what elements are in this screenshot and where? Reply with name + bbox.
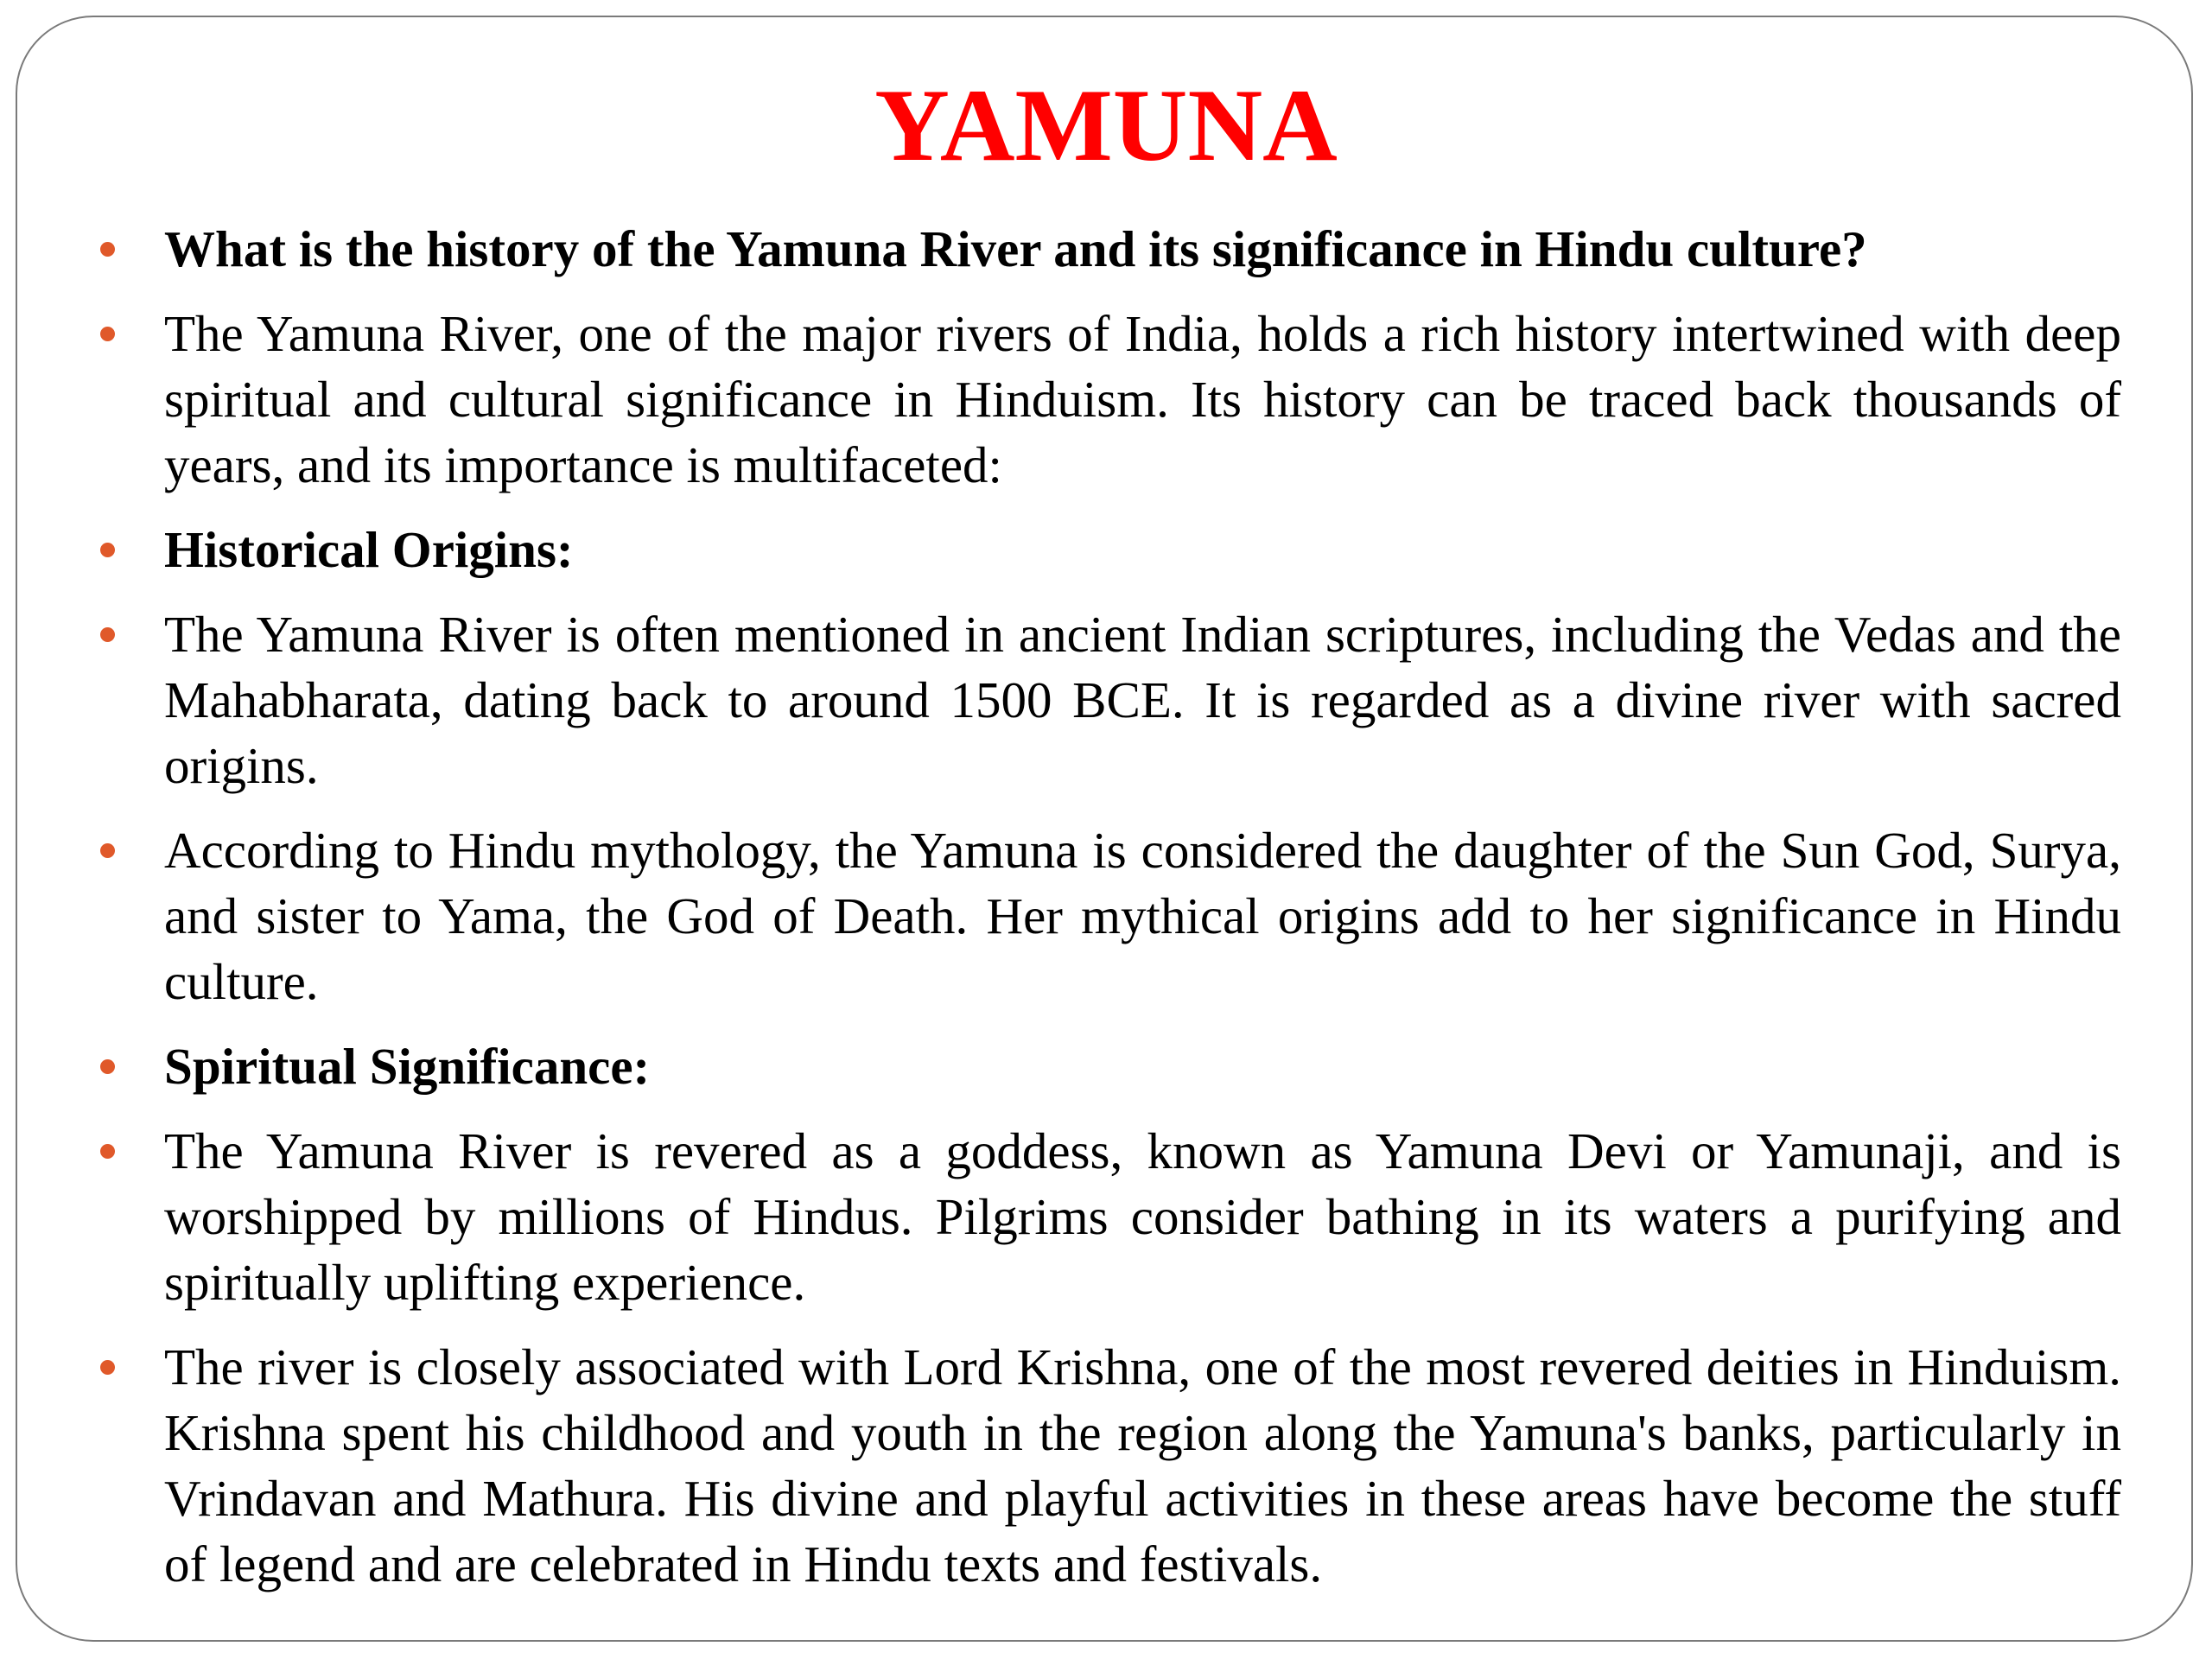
bullet-goddess: [164, 1118, 2121, 1315]
bullet-intro: [164, 301, 2121, 498]
bullet-scriptures: [164, 601, 2121, 798]
bullet-heading-spiritual-significance: [164, 1033, 2121, 1099]
bullet-list: [164, 216, 2121, 1616]
bullet-question: [164, 216, 2121, 282]
bullet-text: The river is closely associated with Lord Krishna, one of the most revered deities in Hinduism. Krishna spent his childhood and youth in the region along the Yamuna's banks, particularly in Vrindavan and Mathura. His divine and playful activities in these areas have become the stuff of legend and are celebrated in Hindu texts and festivals.: [164, 1338, 2121, 1592]
bullet-dot-icon: [100, 327, 115, 341]
bullet-dot-icon: [100, 242, 115, 257]
bullet-dot-icon: [100, 627, 115, 642]
bullet-dot-icon: [100, 1360, 115, 1375]
bullet-text: The Yamuna River, one of the major rivers of India, holds a rich history intertwined with deep spiritual and cultural significance in Hinduism. Its history can be traced back thousands of years, and its importance is multifaceted:: [164, 305, 2121, 493]
bullet-heading-historical-origins: [164, 517, 2121, 582]
bullet-text: Historical Origins:: [164, 521, 574, 578]
bullet-dot-icon: [100, 543, 115, 557]
bullet-dot-icon: [100, 843, 115, 858]
bullet-mythology: [164, 817, 2121, 1014]
bullet-text: The Yamuna River is often mentioned in ancient Indian scriptures, including the Vedas and the Mahabharata, dating back to around 1500 BCE. It is regarded as a divine river with sacred origins.: [164, 606, 2121, 794]
bullet-krishna: [164, 1334, 2121, 1597]
bullet-dot-icon: [100, 1059, 115, 1074]
bullet-dot-icon: [100, 1144, 115, 1159]
bullet-text: Spiritual Significance:: [164, 1038, 651, 1095]
bullet-text: According to Hindu mythology, the Yamuna is considered the daughter of the Sun God, Surya, and sister to Yama, the God of Death. Her mythical origins add to her significance in Hindu culture.: [164, 822, 2121, 1010]
bullet-text: What is the history of the Yamuna River and its significance in Hindu culture?: [164, 220, 1867, 277]
slide-title: YAMUNA: [874, 67, 1338, 182]
bullet-text: The Yamuna River is revered as a goddess, known as Yamuna Devi or Yamunaji, and is worshipped by millions of Hindus. Pilgrims consider bathing in its waters a purifying and spiritually uplifting experience.: [164, 1122, 2121, 1311]
